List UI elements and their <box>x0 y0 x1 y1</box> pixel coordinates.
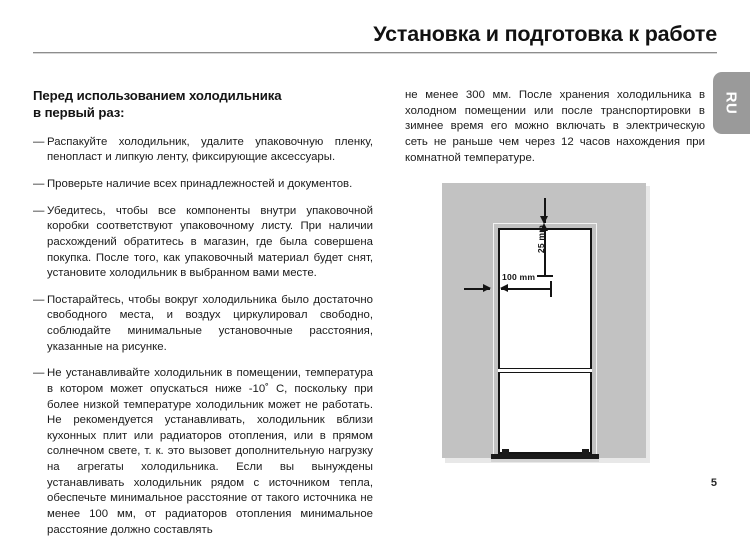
list-item <box>33 204 373 282</box>
top-clearance-tick <box>537 275 553 277</box>
instruction-list <box>33 135 373 538</box>
header-divider <box>33 52 717 54</box>
page-header <box>0 0 750 60</box>
bullet-dash-icon: — <box>33 135 44 151</box>
bullet-dash-icon: — <box>33 366 44 382</box>
list-item-text: Распакуйте холодильник, удалите упаковочную пленку, пенопласт и липкую ленту, фиксирующие аксессуары. <box>47 136 373 164</box>
section-heading-line-2: в первый раз: <box>33 105 124 120</box>
refrigerator-clearance-diagram <box>425 172 655 464</box>
bullet-dash-icon: — <box>33 204 44 220</box>
language-tab-ru <box>713 72 750 134</box>
language-tab-label: RU <box>701 85 750 122</box>
left-text-column <box>33 88 373 538</box>
list-item <box>33 293 373 356</box>
list-item <box>33 135 373 166</box>
section-heading-line-1: Перед использованием холодильника <box>33 88 282 103</box>
list-item-text: Убедитесь, чтобы все компоненты внутри упаковочной коробки соответствуют упаковочному листу. При наличии расхождений обратитесь в магазин, где была совершена покупка. После того, как упаковочный материал будет снят, установите холодильник в выбранном вами месте. <box>47 205 373 280</box>
continuation-paragraph: не менее 300 мм. После хранения холодильника в холодном помещении или после транспортировки в зимнее время его можно включать в электрическую сеть не раньше чем через 12 часов нахождения при комнатной температуре. <box>405 88 705 166</box>
list-item <box>33 366 373 538</box>
list-item-text: Не устанавливайте холодильник в помещении, температура в котором может опускаться ниже -10˚ С, поскольку при более низкой температуре холодильник может не работать. Не рекомендуется устанавливать, холодильник вблизи кухонных плит или радиаторов отопления, или в прямом солнечном свете, т. к. это вызовет дополнительную нагрузку на агрегаты холодильника. Если вы вынуждены устанавливать холодильник рядом с источником тепла, обеспечьте минимальное расстояние от такого источника не менее 100 мм, от радиаторов отопления минимальное расстояние должно составлять <box>47 367 373 535</box>
page-title: Установка и подготовка к работе <box>373 22 717 47</box>
side-clearance-arrow-inner-icon <box>501 288 551 290</box>
refrigerator-base-shadow <box>491 459 599 462</box>
bullet-dash-icon: — <box>33 177 44 193</box>
section-heading <box>33 88 373 122</box>
side-clearance-label: 100 mm <box>502 272 535 282</box>
refrigerator-compartment-divider <box>498 368 592 373</box>
list-item-text: Постарайтесь, чтобы вокруг холодильника было достаточно свободного места, и воздух циркулировал свободно, соблюдайте минимальные установочные расстояния, указанные на рисунке. <box>47 294 373 353</box>
page-number: 5 <box>711 477 717 489</box>
bullet-dash-icon: — <box>33 293 44 309</box>
list-item-text: Проверьте наличие всех принадлежностей и документов. <box>47 178 352 190</box>
right-text-column <box>405 88 705 166</box>
side-clearance-tick <box>550 281 552 297</box>
side-clearance-arrow-outer-icon <box>464 288 490 290</box>
list-item <box>33 177 373 193</box>
top-clearance-label: 25 mm <box>536 219 546 259</box>
